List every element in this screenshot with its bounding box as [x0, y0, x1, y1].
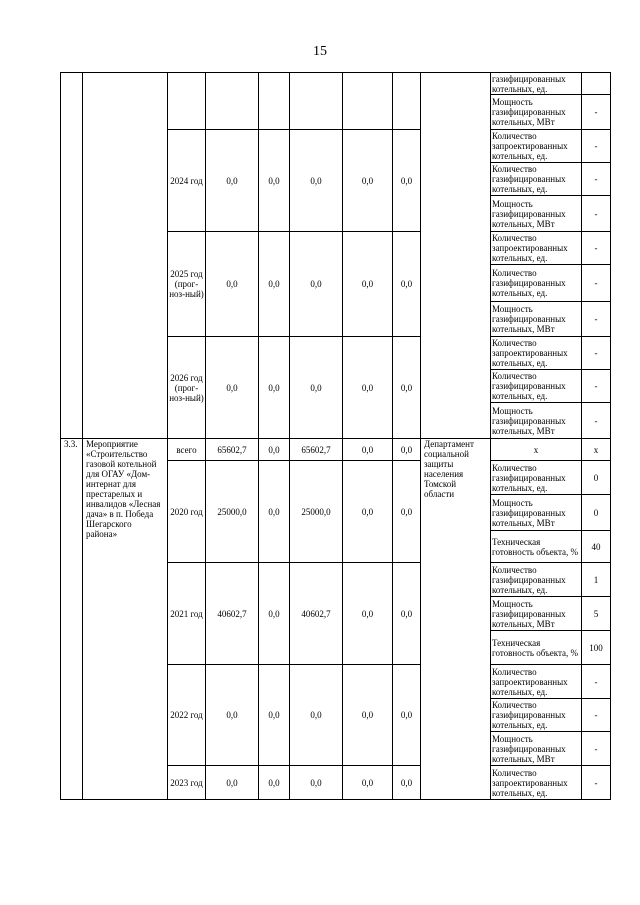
- indicator-name: x: [491, 439, 582, 461]
- indicator-name: Количество газифицированных котельных, ед.: [491, 563, 582, 597]
- indicator-value: -: [582, 766, 611, 800]
- value-cell: 0,0: [290, 766, 343, 800]
- value-cell: [343, 73, 393, 130]
- value-cell: [206, 73, 259, 130]
- total-label: всего: [168, 439, 206, 461]
- value-cell: 0,0: [206, 130, 259, 232]
- indicator-name: Мощность газифицированных котельных, МВт: [491, 403, 582, 439]
- indicator-value: -: [582, 370, 611, 403]
- year-label: 2021 год: [168, 563, 206, 665]
- indicator-value: -: [582, 265, 611, 302]
- indicator-name: газифицированных котельных, ед.: [491, 73, 582, 95]
- value-cell: 0,0: [343, 766, 393, 800]
- value-cell: 65602,7: [290, 439, 343, 461]
- value-cell: 0,0: [259, 766, 290, 800]
- value-cell: 0,0: [393, 461, 421, 563]
- year-label: 2023 год: [168, 766, 206, 800]
- indicator-value: [582, 73, 611, 95]
- indicator-name: Количество газифицированных котельных, ед.: [491, 370, 582, 403]
- value-cell: 0,0: [259, 461, 290, 563]
- indicator-name: Мощность газифицированных котельных, МВт: [491, 597, 582, 631]
- indicator-name: Мощность газифицированных котельных, МВт: [491, 196, 582, 232]
- indicator-name: Количество газифицированных котельных, ед.: [491, 265, 582, 302]
- value-cell: 0,0: [343, 337, 393, 439]
- indicator-value: -: [582, 699, 611, 732]
- indicator-value: -: [582, 732, 611, 766]
- indicator-value: 5: [582, 597, 611, 631]
- value-cell: 0,0: [259, 130, 290, 232]
- indicator-name: Количество газифицированных котельных, ед.: [491, 699, 582, 732]
- year-label: 2022 год: [168, 665, 206, 766]
- indicator-value: -: [582, 163, 611, 196]
- value-cell: [290, 73, 343, 130]
- indicator-name: Количество газифицированных котельных, ед.: [491, 461, 582, 495]
- indicator-name: Мощность газифицированных котельных, МВт: [491, 95, 582, 130]
- value-cell: 0,0: [393, 439, 421, 461]
- indicator-name: Мощность газифицированных котельных, МВт: [491, 495, 582, 531]
- value-cell: 0,0: [343, 439, 393, 461]
- indicator-value: -: [582, 665, 611, 699]
- page-number: 15: [313, 44, 327, 59]
- year-label: 2025 год (прог-ноз-ный): [168, 232, 206, 337]
- value-cell: 0,0: [259, 337, 290, 439]
- indicator-name: Количество запроектированных котельных, ед.: [491, 337, 582, 370]
- value-cell: [393, 73, 421, 130]
- value-cell: [259, 73, 290, 130]
- value-cell: 0,0: [393, 337, 421, 439]
- year-label: 2026 год (прог-ноз-ный): [168, 337, 206, 439]
- indicator-name: Мощность газифицированных котельных, МВт: [491, 302, 582, 337]
- indicator-value: 0: [582, 495, 611, 531]
- executor: Департамент социальной защиты населения Томской области: [421, 439, 491, 800]
- value-cell: 0,0: [259, 665, 290, 766]
- value-cell: 0,0: [343, 563, 393, 665]
- value-cell: 0,0: [343, 665, 393, 766]
- value-cell: 0,0: [259, 232, 290, 337]
- value-cell: 0,0: [206, 766, 259, 800]
- indicator-name: Количество газифицированных котельных, ед.: [491, 163, 582, 196]
- table-row: [61, 439, 611, 461]
- value-cell: 40602,7: [290, 563, 343, 665]
- indicator-name: Количество запроектированных котельных, ед.: [491, 766, 582, 800]
- indicator-value: -: [582, 196, 611, 232]
- item-name: Мероприятие «Строительство газовой котельной для ОГАУ «Дом-интернат для престарелых и инвалидов «Лесная дача» в п. Победа Шегарского района»: [83, 439, 168, 800]
- value-cell: 0,0: [290, 130, 343, 232]
- item-name-cell-empty: [83, 73, 168, 439]
- value-cell: 65602,7: [206, 439, 259, 461]
- value-cell: 0,0: [343, 130, 393, 232]
- value-cell: 0,0: [259, 439, 290, 461]
- year-cell-empty: [168, 73, 206, 130]
- indicator-value: 1: [582, 563, 611, 597]
- indicator-value: -: [582, 403, 611, 439]
- indicator-value: -: [582, 302, 611, 337]
- value-cell: 0,0: [259, 563, 290, 665]
- indicator-value: 100: [582, 631, 611, 665]
- value-cell: 0,0: [290, 665, 343, 766]
- table-row: [61, 73, 611, 95]
- program-table: [60, 72, 611, 800]
- indicator-name: Количество запроектированных котельных, ед.: [491, 665, 582, 699]
- indicator-value: 0: [582, 461, 611, 495]
- indicator-value: -: [582, 95, 611, 130]
- year-label: 2024 год: [168, 130, 206, 232]
- value-cell: 0,0: [393, 766, 421, 800]
- value-cell: 0,0: [290, 337, 343, 439]
- year-label: 2020 год: [168, 461, 206, 563]
- value-cell: 0,0: [343, 461, 393, 563]
- indicator-value: 40: [582, 531, 611, 563]
- value-cell: 0,0: [393, 232, 421, 337]
- value-cell: 0,0: [393, 665, 421, 766]
- indicator-name: Количество запроектированных котельных, ед.: [491, 232, 582, 265]
- executor-cell-empty: [421, 73, 491, 439]
- value-cell: 25000,0: [206, 461, 259, 563]
- value-cell: 0,0: [343, 232, 393, 337]
- value-cell: 0,0: [290, 232, 343, 337]
- indicator-name: Мощность газифицированных котельных, МВт: [491, 732, 582, 766]
- item-number: 3.3.: [61, 439, 83, 800]
- value-cell: 0,0: [206, 337, 259, 439]
- value-cell: 40602,7: [206, 563, 259, 665]
- indicator-name: Количество запроектированных котельных, ед.: [491, 130, 582, 163]
- value-cell: 25000,0: [290, 461, 343, 563]
- indicator-value: x: [582, 439, 611, 461]
- indicator-value: -: [582, 232, 611, 265]
- indicator-name: Техническая готовность объекта, %: [491, 531, 582, 563]
- value-cell: 0,0: [393, 563, 421, 665]
- value-cell: 0,0: [206, 665, 259, 766]
- indicator-value: -: [582, 130, 611, 163]
- value-cell: 0,0: [393, 130, 421, 232]
- indicator-name: Техническая готовность объекта, %: [491, 631, 582, 665]
- value-cell: 0,0: [206, 232, 259, 337]
- item-number-cell-empty: [61, 73, 83, 439]
- indicator-value: -: [582, 337, 611, 370]
